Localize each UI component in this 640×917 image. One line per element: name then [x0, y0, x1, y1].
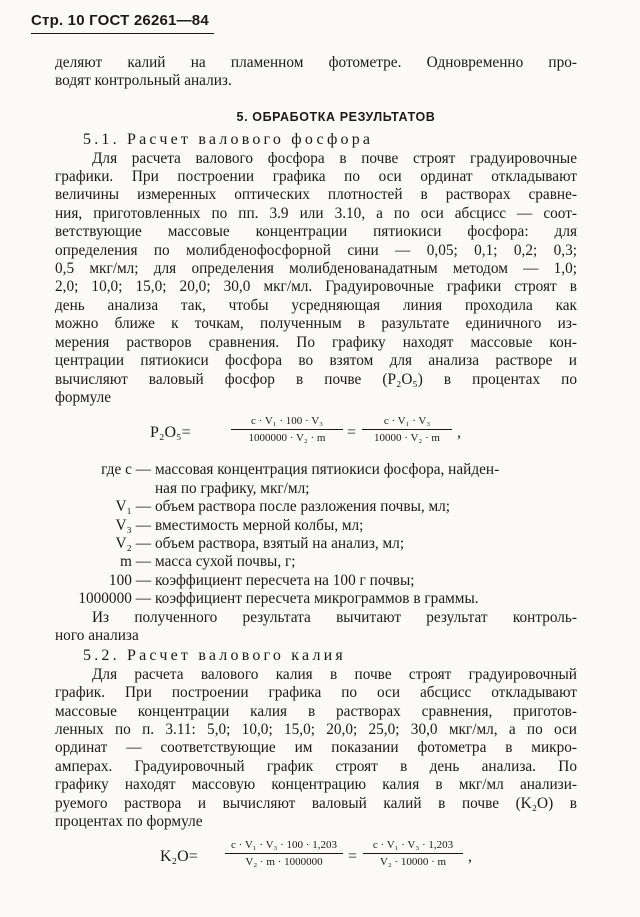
text-line: руемого раствора и вычисляют валовый калий в почве (K₂O) в [55, 794, 577, 812]
formula-numerator: c · V₁ · 100 · V₃ [231, 413, 343, 430]
formula-equals: = [348, 848, 358, 866]
text-line: ветствующие массовые концентрации пятиокиси фосфора: для [55, 223, 577, 241]
text-line: ния, приготовленных по пп. 3.9 или 3.10, а по оси абсцисс — соот- [55, 204, 577, 222]
text-line: процентах по формуле [55, 813, 203, 831]
formula-fraction [362, 413, 452, 446]
variable-key: где c — [101, 461, 151, 479]
formula-phosphorus [55, 413, 577, 457]
formula-fraction [363, 837, 463, 870]
subsection-title: 5.2. Расчет валового калия [83, 647, 346, 665]
formula-comma: , [468, 848, 472, 866]
formula-equals: = [347, 424, 357, 442]
variable-desc: массовая концентрация пятиокиси фосфора, найден- [155, 461, 500, 479]
variable-desc: объем раствора после разложения почвы, мл; [155, 498, 451, 516]
variable-list [55, 461, 577, 608]
text-line: Из полученного результата вычитают результат контроль- [92, 608, 577, 626]
variable-key: V₂ — [115, 534, 151, 552]
variable-key: V₃ — [115, 516, 151, 534]
variable-key: 100 — [108, 571, 151, 589]
formula-denominator: V₂ · 10000 · m [379, 856, 447, 869]
formula-numerator: c · V₁ · V₃ · 1,203 [363, 837, 463, 854]
variable-key: 1000000 — [78, 590, 151, 608]
formula-denominator: V₂ · m · 1000000 [245, 856, 323, 869]
text-line: Для расчета валового фосфора в почве строят градуировочные [92, 149, 577, 167]
text-line: 0,5 мкг/мл; для определения молибденованадатным методом — 1,0; [55, 260, 577, 278]
variable-key: m — [119, 553, 151, 571]
variable-desc: вместимость мерной колбы, мл; [155, 516, 364, 534]
formula-denominator: 1000000 · V₂ · m [248, 432, 326, 445]
variable-row [55, 480, 577, 498]
formula-numerator: c · V₁ · V₃ · 100 · 1,203 [225, 837, 343, 854]
intro-line: деляют калий на пламенном фотометре. Одновременно про- [55, 54, 577, 71]
text-line: графику находят массовую концентрацию калия в мкг/мл анализи- [55, 776, 577, 794]
text-line: графики. При построении графика по оси ординат откладывают [55, 168, 577, 186]
text-line: график. При построении графика по оси абсцисс откладывают [55, 684, 577, 702]
paragraph-phosphorus [55, 150, 577, 408]
text-line: ленных по п. 3.11: 5,0; 10,0; 15,0; 20,0; 25,0; 30,0 мкг/мл, а по оси [55, 721, 577, 738]
section-title: 5. ОБРАБОТКА РЕЗУЛЬТАТОВ [236, 109, 436, 124]
variable-row [55, 572, 577, 590]
text-line: 2,0; 10,0; 15,0; 20,0; 30,0 мкг/мл. Градуировочные графики строят в [55, 278, 577, 296]
variable-desc: ная по графику, мкг/мл; [155, 479, 310, 497]
variable-desc: объем раствора, взятый на анализ, мл; [155, 534, 405, 552]
formula-lhs: K₂O= [160, 848, 198, 866]
variable-row [55, 461, 577, 479]
variable-row [55, 498, 577, 516]
variable-key [55, 480, 155, 498]
paragraph-potassium [55, 666, 577, 832]
text-line: можно ближе к точкам, полученным в разультате единичного из- [55, 315, 577, 333]
formula-denominator: 10000 · V₂ · m [374, 432, 440, 445]
text-line: Для расчета валового калия в почве строят градуировочный [92, 665, 577, 683]
page-header: Стр. 10 ГОСТ 26261—84 [31, 12, 209, 29]
variable-row [55, 553, 577, 571]
formula-lhs: P₂O₅= [150, 424, 191, 442]
variable-desc: масса сухой почвы, г; [155, 553, 296, 571]
formula-potassium [55, 837, 577, 881]
subsection-title: 5.1. Расчет валового фосфора [83, 131, 374, 149]
text-line: определения по молибденофосфорной сини — 0,05; 0,1; 0,2; 0,3; [55, 241, 577, 259]
variable-row [55, 535, 577, 553]
variable-row [55, 590, 577, 608]
formula-comma: , [457, 424, 461, 442]
variable-row [55, 517, 577, 535]
variable-key: V₁ — [115, 498, 151, 516]
text-line: формуле [55, 388, 112, 406]
text-line: величины измеренных оптических плотностей в растворах сравне- [55, 186, 577, 204]
text-line: амперах. Градуировочный график строят в день анализа. По [55, 757, 577, 775]
formula-fraction [231, 413, 343, 446]
text-line: массовые концентрации калия в растворах сравнения, приготов- [55, 702, 577, 720]
formula-numerator: c · V₁ · V₃ [362, 413, 452, 430]
text-line: ного анализа [55, 626, 139, 644]
text-line: центрации пятиокиси фосфора во взятом для анализа растворе и [55, 352, 577, 370]
document-body [55, 54, 577, 885]
header-rule [31, 33, 214, 34]
formula-fraction [225, 837, 343, 870]
text-line: день анализа так, чтобы усредняющая линия проходила как [55, 296, 577, 314]
intro-line: водят контрольный анализ. [55, 72, 232, 90]
variable-desc: коэффициент пересчета на 100 г почвы; [155, 571, 415, 589]
text-line: ординат — соответствующие им показании фотометра в микро- [55, 739, 577, 757]
variable-desc: коэффициент пересчета микрограммов в граммы. [155, 590, 479, 608]
text-line: вычисляют валовый фосфор в почве (P₂O₅) в процентах по [55, 370, 577, 388]
text-line: мерения растворов сравнения. По графику находят массовые кон- [55, 333, 577, 351]
